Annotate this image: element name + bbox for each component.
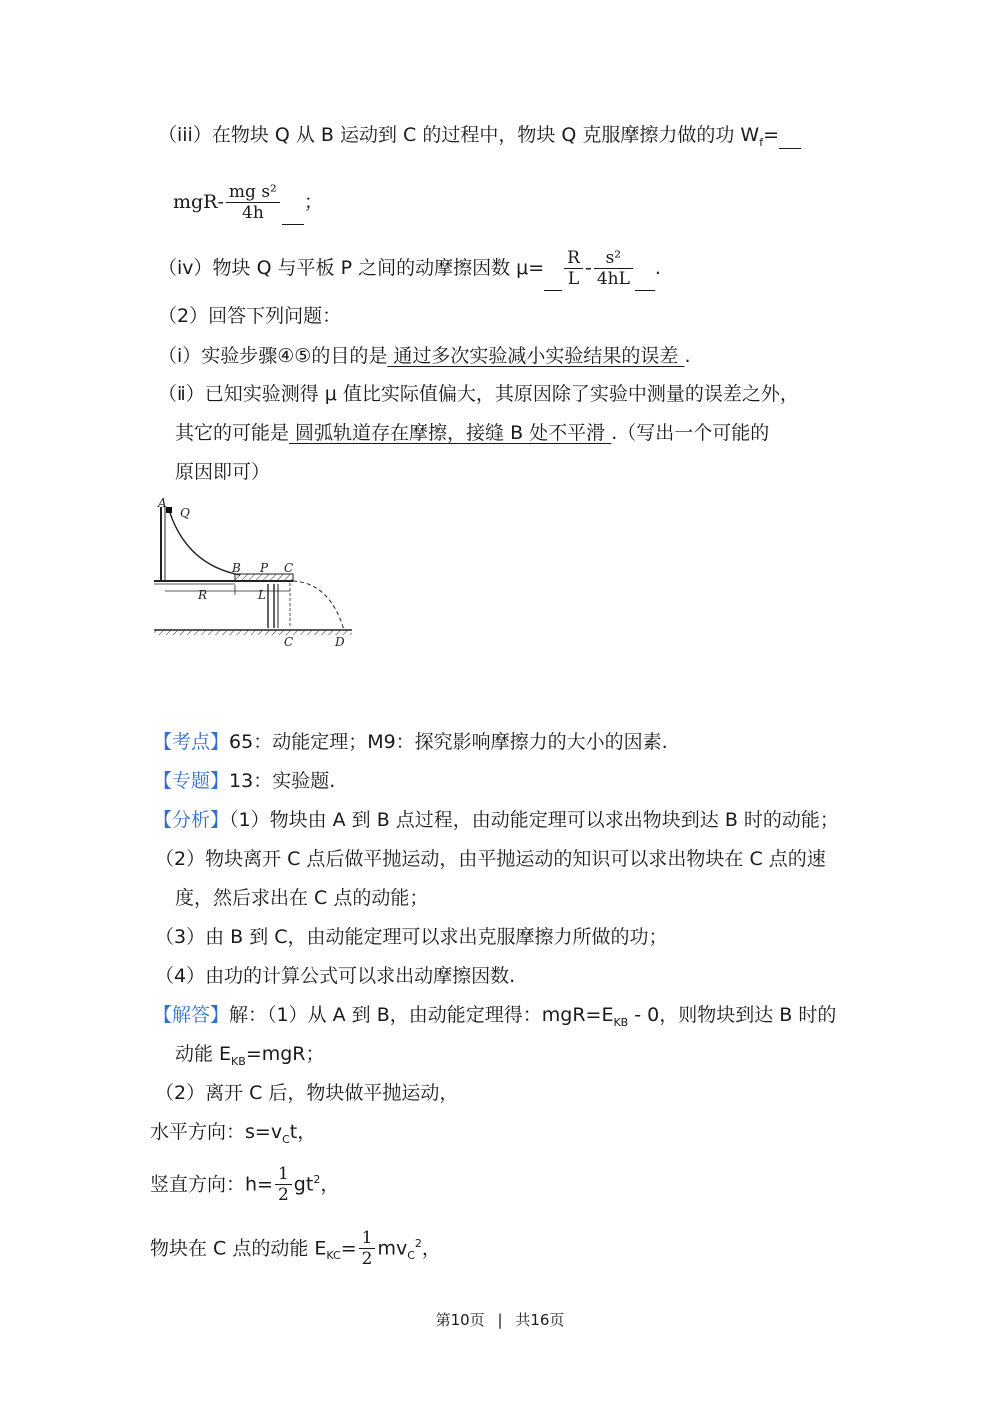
block-q bbox=[166, 507, 172, 513]
question-ii-line3: 原因即可） bbox=[175, 461, 271, 483]
answer-blank bbox=[544, 246, 562, 291]
zhuanti-line: 【专题】13：实验题. bbox=[153, 770, 336, 792]
answer-blank bbox=[779, 122, 801, 149]
zhuanti-tag: 【专题】 bbox=[153, 770, 230, 792]
jieda-tag: 【解答】 bbox=[153, 1004, 230, 1026]
part-2-heading: （2）回答下列问题： bbox=[158, 305, 342, 327]
fraction: $\frac{1}{2}$ bbox=[275, 1164, 292, 1205]
fraction: $\frac{\text{s²}}{4hL}$ bbox=[594, 248, 633, 289]
label-a: A bbox=[158, 496, 167, 510]
jieda-5: 竖直方向：h= $\frac{1}{2}$ $gt^2$， bbox=[150, 1164, 340, 1206]
footer-separator: | bbox=[497, 1311, 503, 1329]
question-ii-line2: 其它的可能是 圆弧轨道存在摩擦，接缝 B 处不平滑 .（写出一个可能的 bbox=[175, 422, 770, 444]
jieda-4: 水平方向：$s=v_Ct$， bbox=[150, 1121, 317, 1146]
fraction: $\frac{\text{mg s²}}{4h}$ bbox=[226, 182, 280, 223]
fraction: $\frac{R}{L}$ bbox=[564, 248, 583, 289]
question-ii: （ⅱ）已知实验测得 μ 值比实际值偏大，其原因除了实验中测量的误差之外， bbox=[158, 383, 799, 405]
question-iii: （iii）在物块 Q 从 B 运动到 C 的过程中，物块 Q 克服摩擦力做的功 $W_f=$ bbox=[158, 122, 801, 156]
label-l: L bbox=[258, 588, 266, 602]
label-p: P bbox=[260, 561, 269, 575]
page-number: 第10页 bbox=[435, 1311, 485, 1329]
experiment-diagram bbox=[150, 495, 360, 650]
answer-ii: 圆弧轨道存在摩擦，接缝 B 处不平滑 bbox=[289, 422, 612, 444]
fenxi-3: （3）由 B 到 C，由动能定理可以求出克服摩擦力所做的功； bbox=[155, 926, 668, 948]
question-i: （ⅰ）实验步骤④⑤的目的是 通过多次实验减小实验结果的误差 . bbox=[158, 345, 691, 367]
fenxi-4: （4）由功的计算公式可以求出动摩擦因数. bbox=[155, 965, 516, 987]
jieda-6: 物块在 C 点的动能 $E_{KC}=$ $\frac{1}{2}$ $mv_C^2$， bbox=[150, 1228, 441, 1270]
label-q: Q bbox=[180, 506, 190, 520]
kaodian-tag: 【考点】 bbox=[153, 731, 230, 753]
question-iv: （iv）物块 Q 与平板 P 之间的动摩擦因数 μ= $\frac{R}{L}$ - $\frac{\text{s²}}{4hL}$ . bbox=[158, 248, 661, 289]
page-footer bbox=[0, 1310, 1000, 1330]
label-c-bottom: C bbox=[284, 635, 294, 649]
fenxi-2b: 度，然后求出在 C 点的动能； bbox=[175, 887, 429, 909]
fenxi-2: （2）物块离开 C 点后做平抛运动，由平抛运动的知识可以求出物块在 C 点的速 bbox=[155, 848, 826, 870]
page-total: 共16页 bbox=[515, 1311, 565, 1329]
label-r: R bbox=[198, 588, 208, 602]
jieda-3: （2）离开 C 后，物块做平抛运动， bbox=[155, 1082, 459, 1104]
question-iii-answer: mgR- $\frac{\text{mg s²}}{4h}$ ； bbox=[173, 182, 323, 223]
answer-blank bbox=[282, 180, 304, 225]
jieda-line: 【解答】解：（1）从 A 到 B，由动能定理得：$mgR=E_{KB} - 0$，则物块到达 B 时的 bbox=[153, 1004, 837, 1029]
answer-i: 通过多次实验减小实验结果的误差 bbox=[387, 345, 685, 367]
label-d: D bbox=[335, 635, 345, 649]
fraction: $\frac{1}{2}$ bbox=[359, 1228, 376, 1269]
fenxi-tag: 【分析】 bbox=[153, 809, 230, 831]
jieda-2: 动能 $E_{KB}=mgR$； bbox=[175, 1043, 325, 1068]
kaodian-line: 【考点】65：动能定理；M9：探究影响摩擦力的大小的因素. bbox=[153, 731, 668, 753]
label-c-top: C bbox=[284, 561, 294, 575]
label-b: B bbox=[232, 561, 241, 575]
answer-blank bbox=[635, 246, 655, 291]
fenxi-line: 【分析】（1）物块由 A 到 B 点过程，由动能定理可以求出物块到达 B 时的动能； bbox=[153, 809, 839, 831]
